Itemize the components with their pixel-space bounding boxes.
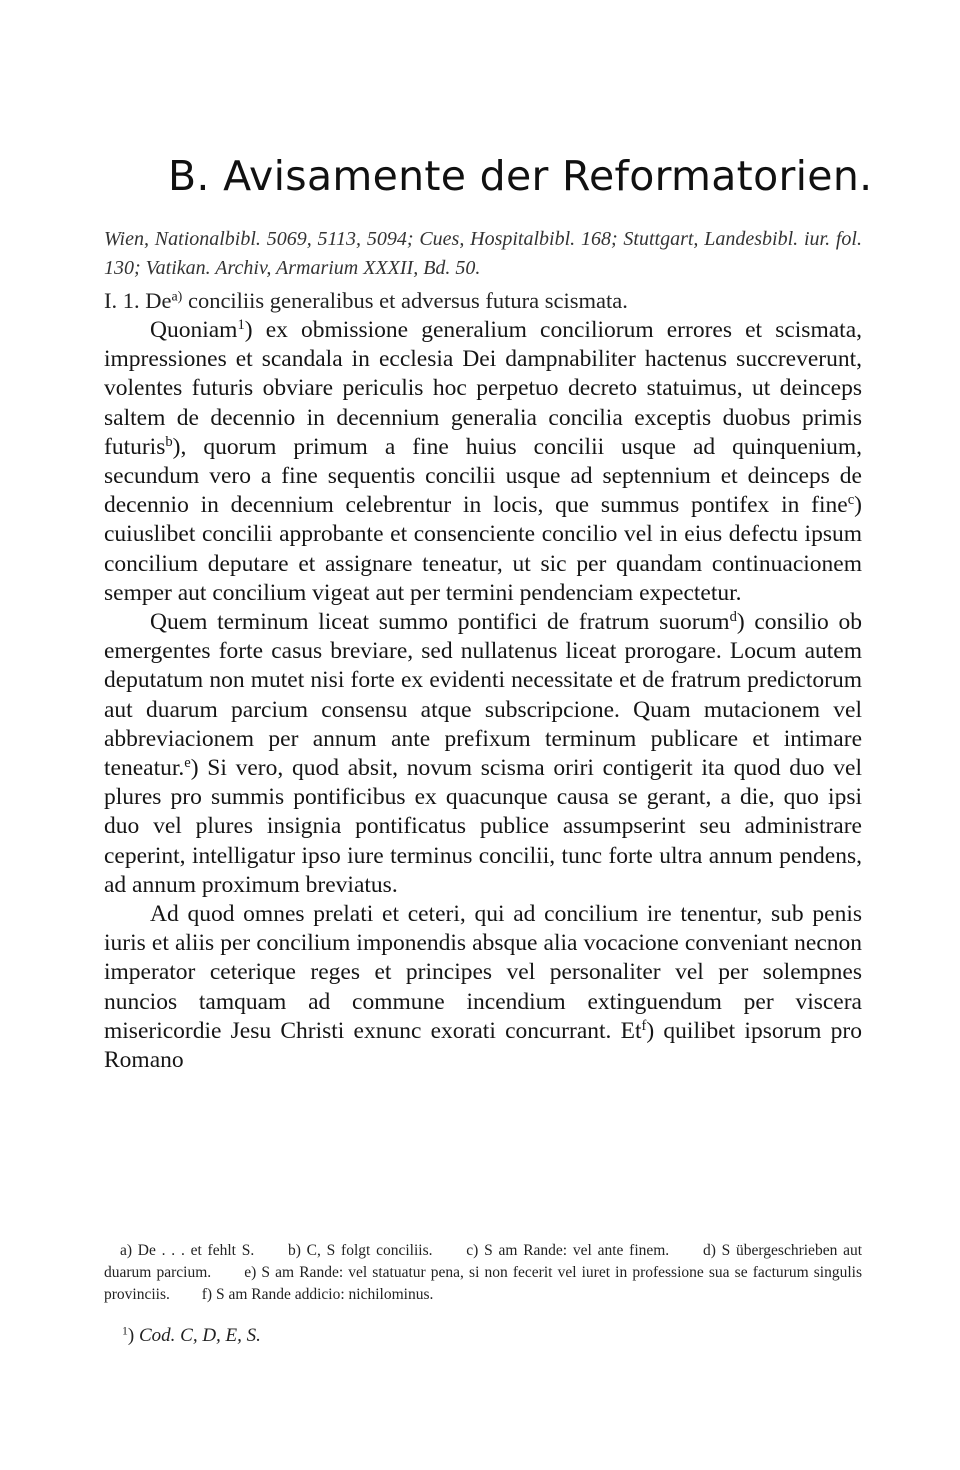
section-title-text: conciliis generalibus et adversus futura scismata. [187,288,628,313]
footnote: e) S am Rande: vel statuatur pena, si non fecerit vel iuret in professione sua se facturum singulis provinciis. [104,1264,863,1303]
paragraph-text: ) Si vero, quod absit, novum scisma oriri contigerit ita quod duo vel plures pro summis pontificibus ex quacunque causa se gerant, a die, quo ipsi duo vel plures insignia pontificatus publice assumpserint seu administrare ceperint, intelligatur ipso iure terminus concilii, tunc forte ultra annum pendens, ad annum proximum breviatus. [104,755,862,898]
footnote-marker: c [847,492,855,509]
body-text [104,316,862,1075]
section-title-mark: a) [171,289,183,305]
section-title [104,286,628,315]
paragraph-text: ) consilio ob emergentes forte casus breviare, sed nullatenus liceat prorogare. Locum autem deputatum non mutet nisi forte ex evidenti necessitate et de fratrum predictorum aut duarum parcium consensu atque subscripcione. Quam mutacionem vel abbreviacionem per annum ante prefixum terminum publicare et intimare teneatur. [104,609,862,782]
paragraph-text: Quoniam [150,317,238,343]
footnote-marker: e [184,755,191,772]
footnotes [104,1240,862,1306]
footnote: d) S übergeschrieben aut duarum parcium. [104,1242,863,1281]
footnote: c) S am Rande: vel ante finem. [466,1242,670,1259]
paragraph [104,900,862,1075]
paragraph-text: ) ex obmissione generalium conciliorum errores et scismata, impressiones et scandala in ecclesia Dei dampnabiliter hactenus succreverunt, volentes futuris obviare periculis hoc perpetuo decreto statuimus, ut deinceps saltem de decennio in decennium generalia concilia exceptis duobus primis futuris [104,317,862,460]
paragraph-text: ), quorum primum a fine huius concilii usque ad quinquenium, secundum vero a fine sequentis concilii usque ad septennium et deinceps de decennio in decennium celebrentur in locis, que summus pontifex in fine [104,433,862,519]
footnote-marker: d [729,609,737,626]
footnote-marker: f [641,1017,647,1034]
footnote-marker: 1 [237,317,245,333]
remark-mark: 1 [122,1324,128,1338]
footnote: f) S am Rande addicio: nichilominus. [201,1286,434,1303]
section-title-word: De [145,288,172,313]
paragraph [104,316,862,608]
footnote: b) C, S folgt conciliis. [288,1242,433,1259]
paragraph-text: Quem terminum liceat summo pontifici de fratrum suorum [150,609,730,636]
page-heading: B. Avisamente der Reformatorien. [168,152,873,200]
section-number: I. 1. [104,288,140,313]
paragraph [104,608,862,900]
manuscript-sources: Wien, Nationalbibl. 5069, 5113, 5094; Cues, Hospitalbibl. 168; Stuttgart, Landesbibl. iur. fol. 130; Vatikan. Archiv, Armarium XXXII, Bd. 50. [104,228,862,279]
footnote: a) De . . . et fehlt S. [120,1242,255,1259]
remark-text: Cod. C, D, E, S. [138,1325,261,1346]
source-remark: $^1$) Cod. C, D, E, S. [122,1324,261,1346]
paragraph-text: Ad quod omnes prelati et ceteri, qui ad concilium ire tenentur, sub penis iuris et aliis per concilium imponendis absque alia vocacione conveniant necnon imperator ceterique reges et principes vel personaliter vel per solempnes nuncios tamquam ad commune incendium extinguendum per viscera misericordie Jesu Christi exnunc exorati concurrant. Et [104,901,862,1044]
paragraph-text: ) cuiuslibet concilii approbante et consenciente concilio vel in eius defectu ipsum concilium deputare et assignare teneatur, ut sic per quandam continuacionem semper aut concilium vigeat aut per termini pendenciam expectetur. [104,492,862,606]
footnote-marker: b [165,433,173,450]
paragraph-text: ) quilibet ipsorum pro Romano [104,1017,862,1074]
